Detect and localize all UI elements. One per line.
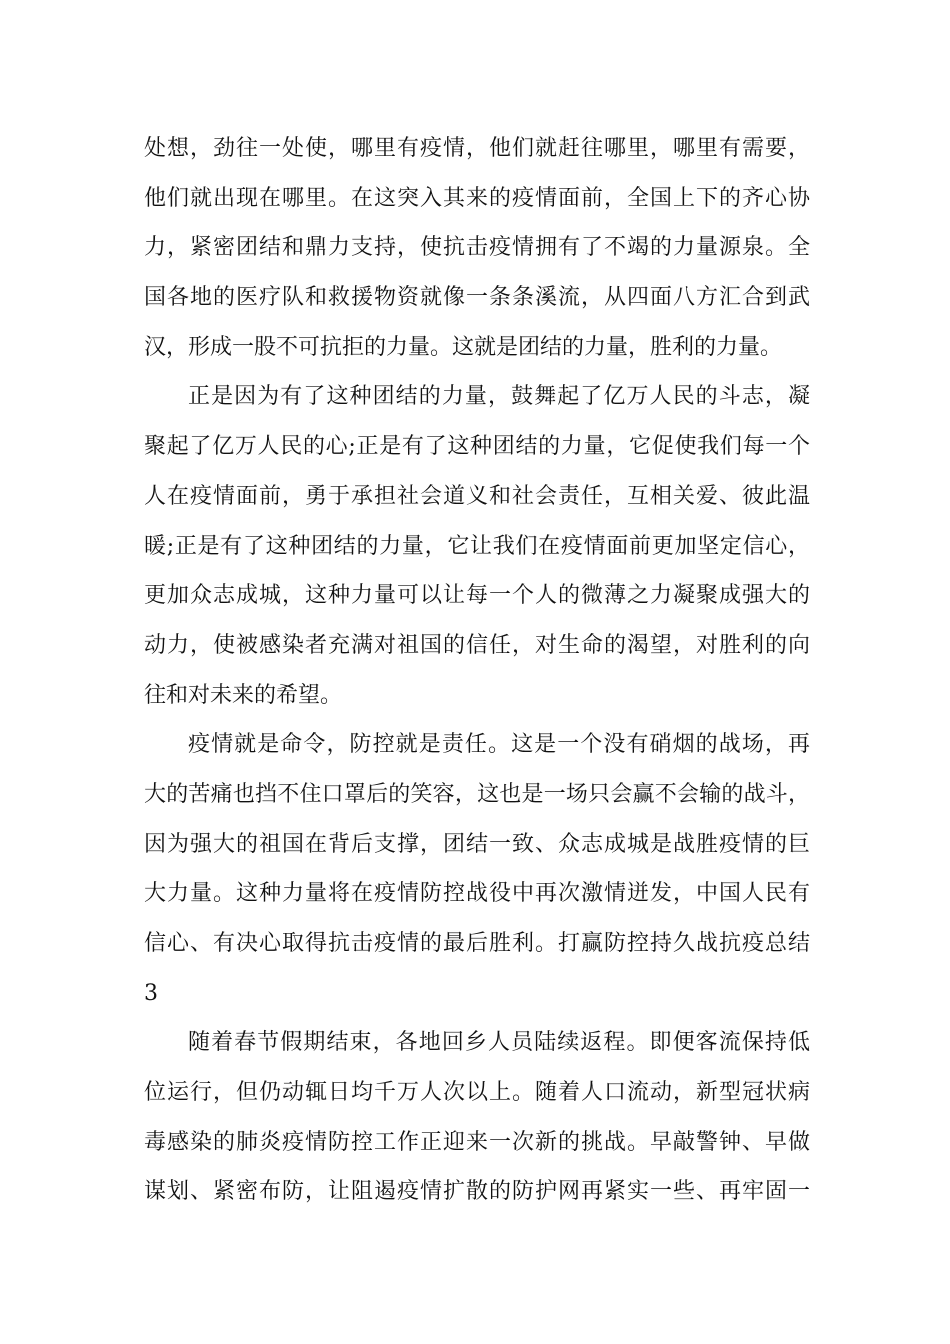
text-line: 大力量。这种力量将在疫情防控战役中再次激情迸发，中国人民有 — [144, 881, 810, 907]
text-line: 暖;正是有了这种团结的力量，它让我们在疫情面前更加坚定信心， — [144, 533, 810, 559]
text-line: 人在疫情面前，勇于承担社会道义和社会责任，互相关爱、彼此温 — [144, 483, 810, 509]
text-line: 往和对未来的希望。 — [144, 682, 343, 708]
text-line: 大的苦痛也挡不住口罩后的笑容，这也是一场只会赢不会输的战斗， — [144, 781, 810, 807]
document-body — [144, 124, 810, 1217]
text-line: 他们就出现在哪里。在这突入其来的疫情面前，全国上下的齐心协 — [144, 185, 810, 211]
text-line: 国各地的医疗队和救援物资就像一条条溪流，从四面八方汇合到武 — [144, 285, 810, 311]
text-line: 更加众志成城，这种力量可以让每一个人的微薄之力凝聚成强大的 — [144, 583, 810, 609]
text-line: 3 — [144, 980, 158, 1006]
text-line: 谋划、紧密布防，让阻遏疫情扩散的防护网再紧实一些、再牢固一 — [144, 1179, 810, 1205]
text-line: 位运行，但仍动辄日均千万人次以上。随着人口流动，新型冠状病 — [144, 1080, 810, 1106]
text-line: 毒感染的肺炎疫情防控工作正迎来一次新的挑战。早敲警钟、早做 — [144, 1129, 810, 1155]
text-line: 因为强大的祖国在背后支撑，团结一致、众志成城是战胜疫情的巨 — [144, 831, 810, 857]
text-line: 力，紧密团结和鼎力支持，使抗击疫情拥有了不竭的力量源泉。全 — [144, 235, 810, 261]
text-line: 汉，形成一股不可抗拒的力量。这就是团结的力量，胜利的力量。 — [144, 334, 783, 360]
text-line: 处想，劲往一处使，哪里有疫情，他们就赶往哪里，哪里有需要， — [144, 136, 810, 161]
paragraph-first-line: 随着春节假期结束，各地回乡人员陆续返程。即便客流保持低 — [188, 1030, 810, 1056]
paragraph-first-line: 正是因为有了这种团结的力量，鼓舞起了亿万人民的斗志，凝 — [188, 384, 810, 410]
text-line: 聚起了亿万人民的心;正是有了这种团结的力量，它促使我们每一个 — [144, 434, 810, 460]
paragraph-first-line: 疫情就是命令，防控就是责任。这是一个没有硝烟的战场，再 — [188, 732, 810, 758]
text-line: 信心、有决心取得抗击疫情的最后胜利。打赢防控持久战抗疫总结 — [144, 931, 810, 956]
text-line: 动力，使被感染者充满对祖国的信任，对生命的渴望，对胜利的向 — [144, 632, 810, 658]
